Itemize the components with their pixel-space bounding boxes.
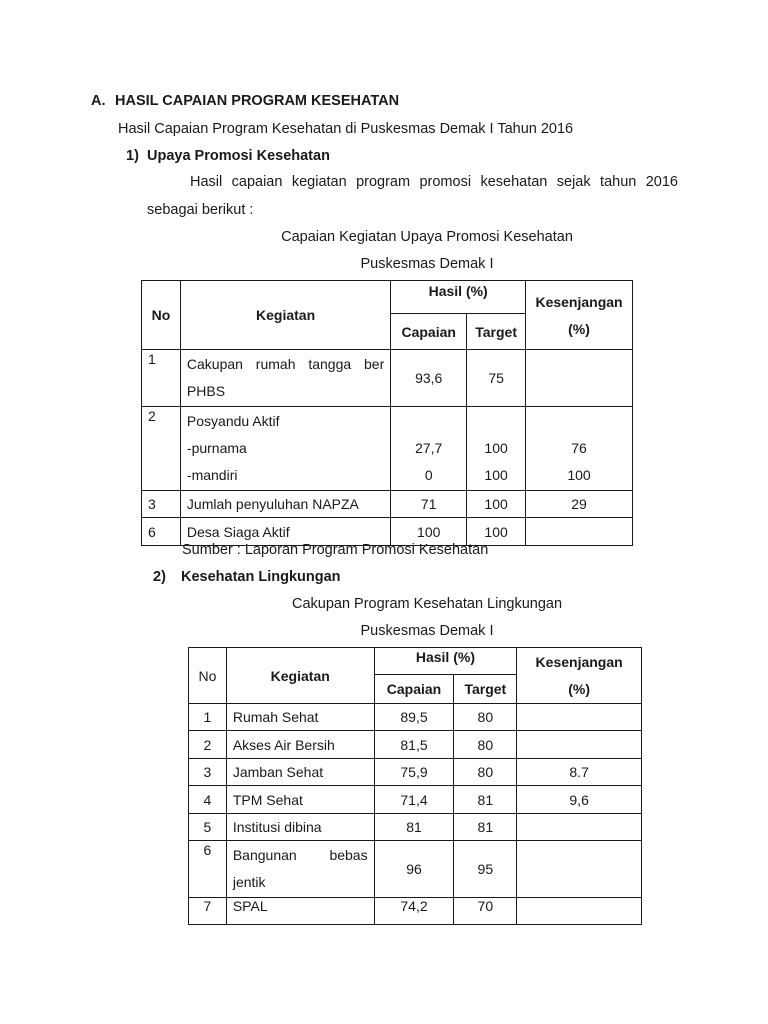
cell-no: 7 [189, 898, 227, 925]
promosi-kesehatan-table [141, 280, 633, 546]
section-a-subtitle: Hasil Capaian Program Kesehatan di Puskesmas Demak I Tahun 2016 [118, 121, 574, 137]
cell-kesenjangan [526, 518, 633, 546]
cell-no: 6 [189, 841, 227, 898]
cell-kesenjangan: 76 100 [526, 407, 633, 491]
cell-target: 100 100 [467, 407, 526, 491]
cell-kegiatan: Jumlah penyuluhan NAPZA [180, 491, 390, 518]
cell-target: 81 [454, 786, 517, 814]
table1-header-kegiatan: Kegiatan [180, 281, 390, 350]
sub2-number: 2) [153, 569, 166, 585]
cell-kegiatan: Rumah Sehat [226, 704, 374, 731]
cell-kegiatan: Jamban Sehat [226, 759, 374, 786]
cell-no: 2 [189, 731, 227, 759]
table1-caption-line2: Puskesmas Demak I [360, 256, 494, 272]
cell-kegiatan: Bangunan bebas jentik [226, 841, 374, 898]
cell-target: 100 [467, 491, 526, 518]
section-a-title: HASIL CAPAIAN PROGRAM KESEHATAN [115, 93, 400, 109]
kesehatan-lingkungan-table [188, 647, 642, 925]
cell-capaian: 75,9 [374, 759, 454, 786]
table1-caption-line1: Capaian Kegiatan Upaya Promosi Kesehatan [281, 229, 573, 245]
table2-header-target: Target [454, 675, 517, 704]
section-a-letter: A. [91, 93, 106, 109]
cell-kesenjangan [517, 731, 642, 759]
table2-header-kegiatan: Kegiatan [226, 648, 374, 704]
cell-kegiatan: Akses Air Bersih [226, 731, 374, 759]
cell-no: 6 [142, 518, 181, 546]
cell-kesenjangan: 29 [526, 491, 633, 518]
cell-target: 80 [454, 704, 517, 731]
table2-caption-line2: Puskesmas Demak I [360, 623, 494, 639]
table-row [189, 814, 642, 841]
cell-capaian: 89,5 [374, 704, 454, 731]
cell-no: 1 [189, 704, 227, 731]
cell-kegiatan: TPM Sehat [226, 786, 374, 814]
table-row [189, 759, 642, 786]
cell-kesenjangan [517, 841, 642, 898]
cell-no: 3 [142, 491, 181, 518]
cell-target: 70 [454, 898, 517, 925]
cell-no: 2 [142, 407, 181, 491]
cell-kegiatan: Posyandu Aktif -purnama -mandiri [180, 407, 390, 491]
cell-kegiatan: Institusi dibina [226, 814, 374, 841]
cell-no: 1 [142, 350, 181, 407]
table1-header-target: Target [467, 314, 526, 350]
table-row [189, 704, 642, 731]
table-row [142, 407, 633, 491]
cell-kegiatan: Desa Siaga Aktif [180, 518, 390, 546]
table-row [142, 491, 633, 518]
cell-target: 80 [454, 759, 517, 786]
cell-capaian: 100 [391, 518, 467, 546]
cell-kegiatan: SPAL [226, 898, 374, 925]
table2-header-capaian: Capaian [374, 675, 454, 704]
cell-target: 100 [467, 518, 526, 546]
cell-no: 5 [189, 814, 227, 841]
cell-capaian: 81 [374, 814, 454, 841]
cell-capaian: 81,5 [374, 731, 454, 759]
table1-header-kesenjangan: Kesenjangan (%) [526, 281, 633, 350]
table-row [189, 786, 642, 814]
table1-header-capaian: Capaian [391, 314, 467, 350]
table1-source: Sumber : Laporan Program Promosi Kesehatan [182, 542, 489, 558]
table-row [189, 898, 642, 925]
cell-kesenjangan [517, 704, 642, 731]
cell-capaian: 71,4 [374, 786, 454, 814]
sub1-number: 1) [126, 148, 139, 164]
cell-capaian: 96 [374, 841, 454, 898]
table-row [189, 841, 642, 898]
sub1-paragraph-line2: sebagai berikut : [147, 202, 254, 218]
cell-target: 75 [467, 350, 526, 407]
cell-kesenjangan [517, 898, 642, 925]
table-row [189, 731, 642, 759]
sub1-title: Upaya Promosi Kesehatan [147, 148, 330, 164]
cell-target: 81 [454, 814, 517, 841]
table2-caption-line1: Cakupan Program Kesehatan Lingkungan [291, 596, 563, 612]
cell-no: 4 [189, 786, 227, 814]
cell-kesenjangan [526, 350, 633, 407]
table1-header-no: No [142, 281, 181, 350]
sub1-paragraph-line1: Hasil capaian kegiatan program promosi kesehatan sejak tahun 2016 [190, 174, 678, 190]
cell-kegiatan: Cakupan rumah tangga ber PHBS [180, 350, 390, 407]
cell-kesenjangan: 9,6 [517, 786, 642, 814]
cell-capaian: 71 [391, 491, 467, 518]
table1-header-hasil: Hasil (%) [391, 281, 526, 314]
cell-target: 95 [454, 841, 517, 898]
cell-kesenjangan: 8.7 [517, 759, 642, 786]
cell-capaian: 93,6 [391, 350, 467, 407]
cell-capaian: 74,2 [374, 898, 454, 925]
cell-kesenjangan [517, 814, 642, 841]
cell-target: 80 [454, 731, 517, 759]
table2-header-no: No [189, 648, 227, 704]
table2-header-kesenjangan: Kesenjangan (%) [517, 648, 642, 704]
cell-capaian: 27,7 0 [391, 407, 467, 491]
sub2-title: Kesehatan Lingkungan [181, 569, 341, 585]
table2-header-hasil: Hasil (%) [374, 648, 517, 675]
cell-no: 3 [189, 759, 227, 786]
table-row [142, 350, 633, 407]
